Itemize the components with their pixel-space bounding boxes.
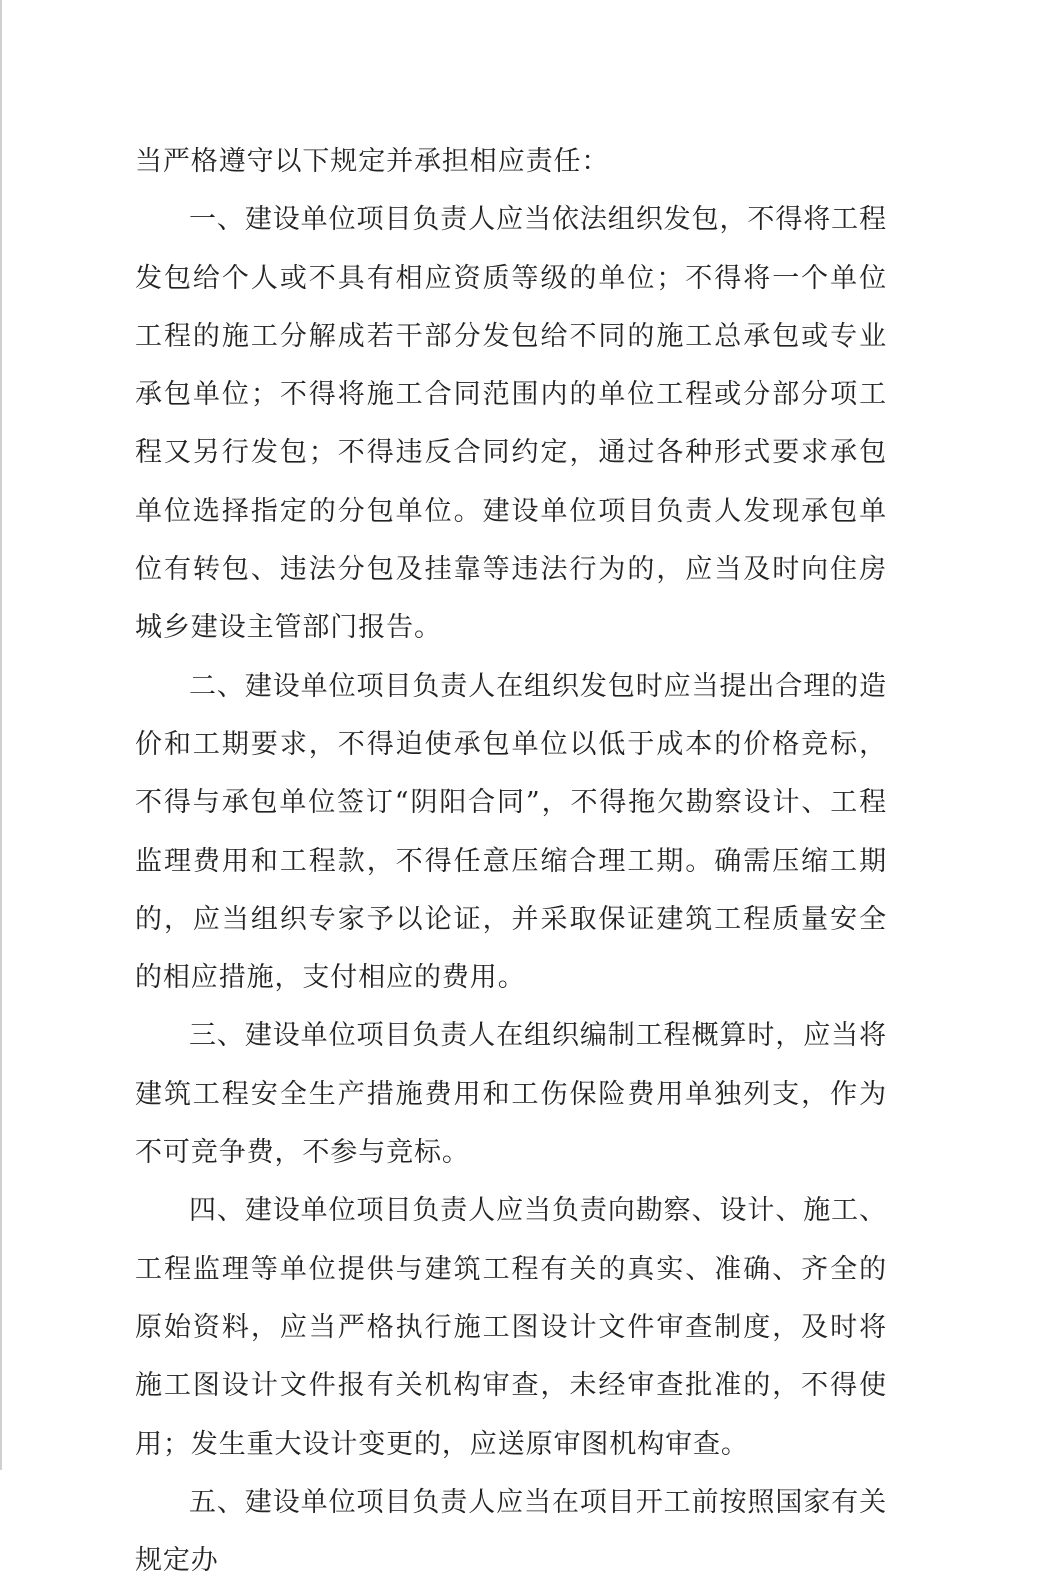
paragraph-clause-3: 三、建设单位项目负责人在组织编制工程概算时，应当将建筑工程安全生产措施费用和工伤保险费用单独列支，作为不可竞争费，不参与竞标。: [135, 1020, 887, 1169]
paragraph-clause-2: 二、建设单位项目负责人在组织发包时应当提出合理的造价和工期要求，不得迫使承包单位以低于成本的价格竞标，不得与承包单位签订“阴阳合同”，不得拖欠勘察设计、工程监理费用和工程款，不得任意压缩合理工期。确需压缩工期的，应当组织专家予以论证，并采取保证建筑工程质量安全的相应措施，支付相应的费用。: [135, 670, 887, 994]
document-body: [135, 133, 887, 1590]
paragraph-clause-4: 四、建设单位项目负责人应当负责向勘察、设计、施工、工程监理等单位提供与建筑工程有关的真实、准确、齐全的原始资料，应当严格执行施工图设计文件审查制度，及时将施工图设计文件报有关机构审查，未经审查批准的，不得使用；发生重大设计变更的，应送原审图机构审查。: [135, 1195, 887, 1460]
paragraph-continuation: 当严格遵守以下规定并承担相应责任：: [135, 146, 610, 177]
paragraph-clause-5: 五、建设单位项目负责人应当在项目开工前按照国家有关规定办: [135, 1486, 887, 1577]
paragraph-clause-1: 一、建设单位项目负责人应当依法组织发包，不得将工程发包给个人或不具有相应资质等级的单位；不得将一个单位工程的施工分解成若干部分发包给不同的施工总承包或专业承包单位；不得将施工合同范围内的单位工程或分部分项工程又另行发包；不得违反合同约定，通过各种形式要求承包单位选择指定的分包单位。建设单位项目负责人发现承包单位有转包、违法分包及挂靠等违法行为的，应当及时向住房城乡建设主管部门报告。: [135, 204, 887, 644]
